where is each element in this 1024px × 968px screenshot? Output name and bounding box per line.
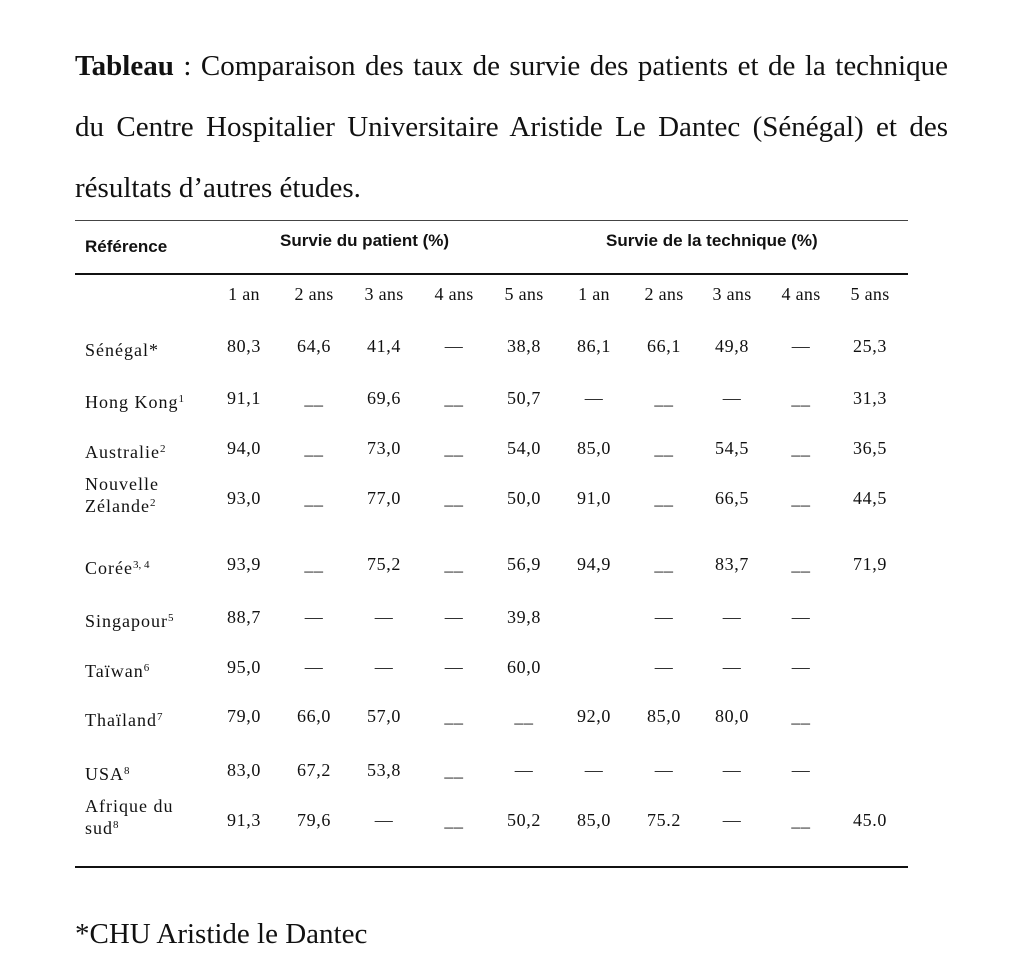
table-cell: —	[791, 657, 811, 677]
table-cell: __	[304, 388, 324, 408]
row-label	[85, 763, 130, 785]
row-reference-number: 2	[159, 443, 166, 455]
table-cell: 94,9	[577, 554, 611, 574]
table-cell: 77,0	[367, 488, 401, 508]
table-cell: 25,3	[853, 336, 887, 356]
row-label-text: USA	[85, 764, 125, 784]
table-cell: —	[374, 607, 394, 627]
table-bottom-rule	[75, 866, 908, 868]
table-cell: 93,0	[227, 488, 261, 508]
technique-survival-header: Survie de la technique (%)	[606, 231, 818, 250]
table-row	[0, 796, 1024, 850]
caption-lead: Tableau	[75, 50, 174, 82]
table-cell: —	[584, 388, 604, 408]
table-cell: 41,4	[367, 336, 401, 356]
row-reference-number: 1	[178, 393, 184, 405]
table-cell: 50,2	[507, 810, 541, 830]
table-cell: __	[654, 388, 674, 408]
table-cell: 53,8	[367, 760, 401, 780]
caption-text: : Comparaison des taux de survie des patients et de la technique du Centre Hospitalier Universitaire Aristide Le Dantec (Sénégal) et des résultats d’autres études.	[75, 50, 948, 204]
table-cell: __	[444, 760, 464, 780]
table-cell: 36,5	[853, 438, 887, 458]
table-cell: 44,5	[853, 488, 887, 508]
subheader-cell: 2 ans	[294, 284, 334, 304]
table-row	[0, 607, 1024, 647]
table-cell: 85,0	[577, 438, 611, 458]
table-cell: __	[654, 554, 674, 574]
table-cell: 49,8	[715, 336, 749, 356]
table-cell: __	[654, 438, 674, 458]
subheader-cell: 3 ans	[712, 284, 752, 304]
table-cell: 39,8	[507, 607, 541, 627]
table-cell: 66,5	[715, 488, 749, 508]
table-row	[0, 438, 1024, 478]
table-cell: 67,2	[297, 760, 331, 780]
row-label	[85, 391, 184, 413]
table-cell: 75,2	[367, 554, 401, 574]
row-label-text: Afrique du sud	[85, 796, 174, 838]
table-row	[0, 554, 1024, 594]
table-cell: 54,5	[715, 438, 749, 458]
table-cell: —	[444, 607, 464, 627]
table-cell: 85,0	[647, 706, 681, 726]
table-cell: 92,0	[577, 706, 611, 726]
table-cell: —	[374, 810, 394, 830]
row-label	[85, 660, 149, 682]
subheader-cell: 1 an	[578, 284, 610, 304]
row-label-text: Corée	[85, 558, 133, 578]
row-label	[85, 557, 149, 579]
table-cell: 66,0	[297, 706, 331, 726]
table-cell: —	[444, 657, 464, 677]
table-cell: —	[514, 760, 534, 780]
table-cell: —	[584, 760, 604, 780]
table-row	[0, 657, 1024, 697]
table-cell: __	[791, 810, 811, 830]
row-label-text: Sénégal*	[85, 340, 159, 360]
table-cell: —	[654, 657, 674, 677]
subheader-cell: 5 ans	[504, 284, 544, 304]
table-cell: __	[444, 388, 464, 408]
table-cell: 91,0	[577, 488, 611, 508]
table-cell: __	[791, 706, 811, 726]
table-cell: 83,0	[227, 760, 261, 780]
table-cell: —	[654, 607, 674, 627]
table-cell: 57,0	[367, 706, 401, 726]
table-cell: __	[304, 554, 324, 574]
table-cell: —	[654, 760, 674, 780]
table-cell: __	[444, 810, 464, 830]
row-reference-number: 2	[149, 497, 156, 509]
table-cell: —	[791, 760, 811, 780]
row-label	[85, 441, 165, 463]
table-cell: __	[444, 488, 464, 508]
table-cell: 60,0	[507, 657, 541, 677]
table-cell: —	[722, 607, 742, 627]
row-reference-number: 7	[156, 711, 163, 723]
row-label-text: Australie	[85, 442, 160, 462]
row-label	[85, 795, 173, 839]
table-row	[0, 474, 1024, 528]
table-cell: 93,9	[227, 554, 261, 574]
row-reference-number: 8	[124, 765, 130, 777]
table-cell: __	[514, 706, 534, 726]
table-cell: __	[444, 438, 464, 458]
table-cell: —	[722, 388, 742, 408]
row-label	[85, 339, 159, 361]
table-top-rule	[75, 220, 908, 221]
table-cell: 85,0	[577, 810, 611, 830]
table-cell: 56,9	[507, 554, 541, 574]
table-cell: 80,3	[227, 336, 261, 356]
row-reference-number: 3, 4	[132, 559, 150, 571]
subheader-cell: 4 ans	[434, 284, 474, 304]
patient-survival-header: Survie du patient (%)	[280, 231, 450, 250]
table-cell: 66,1	[647, 336, 681, 356]
table-row	[0, 336, 1024, 376]
table-cell: —	[722, 760, 742, 780]
table-cell: 50,7	[507, 388, 541, 408]
row-reference-number: 6	[143, 662, 150, 674]
table-cell: 38,8	[507, 336, 541, 356]
table-cell: 54,0	[507, 438, 541, 458]
table-cell: —	[304, 657, 324, 677]
table-cell: 79,6	[297, 810, 331, 830]
row-label	[85, 610, 174, 632]
table-cell: —	[374, 657, 394, 677]
table-cell: 91,3	[227, 810, 261, 830]
table-cell: 79,0	[227, 706, 261, 726]
table-row	[0, 706, 1024, 746]
row-label-text: Taïwan	[85, 661, 144, 681]
table-cell: 95,0	[227, 657, 261, 677]
table-cell: —	[791, 607, 811, 627]
table-row	[0, 388, 1024, 428]
footnote: *CHU Aristide le Dantec	[75, 918, 368, 950]
subheader-cell: 3 ans	[364, 284, 404, 304]
subheader-cell: 1 an	[228, 284, 260, 304]
table-cell: —	[444, 336, 464, 356]
reference-header: Référence	[85, 237, 168, 256]
table-cell: —	[722, 810, 742, 830]
table-cell: —	[722, 657, 742, 677]
table-cell: 83,7	[715, 554, 749, 574]
subheader-cell: 2 ans	[644, 284, 684, 304]
table-cell: 31,3	[853, 388, 887, 408]
row-label-text: Singapour	[85, 611, 168, 631]
table-cell: 80,0	[715, 706, 749, 726]
table-cell: 94,0	[227, 438, 261, 458]
table-row	[0, 760, 1024, 800]
table-cell: —	[791, 336, 811, 356]
table-cell: __	[444, 554, 464, 574]
table-cell: 75.2	[647, 810, 681, 830]
table-cell: __	[791, 554, 811, 574]
subheader-cell: 4 ans	[781, 284, 821, 304]
table-caption	[75, 36, 948, 219]
table-cell: __	[444, 706, 464, 726]
table-cell: __	[791, 488, 811, 508]
row-label-text: Hong Kong	[85, 392, 179, 412]
table-cell: 71,9	[853, 554, 887, 574]
table-cell: __	[791, 388, 811, 408]
table-cell: 45.0	[853, 810, 887, 830]
table-cell: 73,0	[367, 438, 401, 458]
table-cell: __	[654, 488, 674, 508]
table-cell: 69,6	[367, 388, 401, 408]
table-cell: —	[304, 607, 324, 627]
table-cell: __	[791, 438, 811, 458]
row-reference-number: 5	[168, 612, 174, 624]
table-header-rule	[75, 273, 908, 275]
row-reference-number: 8	[113, 819, 119, 831]
table-cell: 50,0	[507, 488, 541, 508]
row-label-text: Nouvelle Zélande	[85, 474, 159, 516]
row-label-text: Thaïland	[85, 710, 157, 730]
table-cell: 91,1	[227, 388, 261, 408]
row-label	[85, 709, 162, 731]
table-cell: 86,1	[577, 336, 611, 356]
table-cell: 64,6	[297, 336, 331, 356]
subheader-cell: 5 ans	[850, 284, 890, 304]
table-cell: __	[304, 488, 324, 508]
table-cell: __	[304, 438, 324, 458]
table-cell: 88,7	[227, 607, 261, 627]
row-label	[85, 473, 159, 517]
